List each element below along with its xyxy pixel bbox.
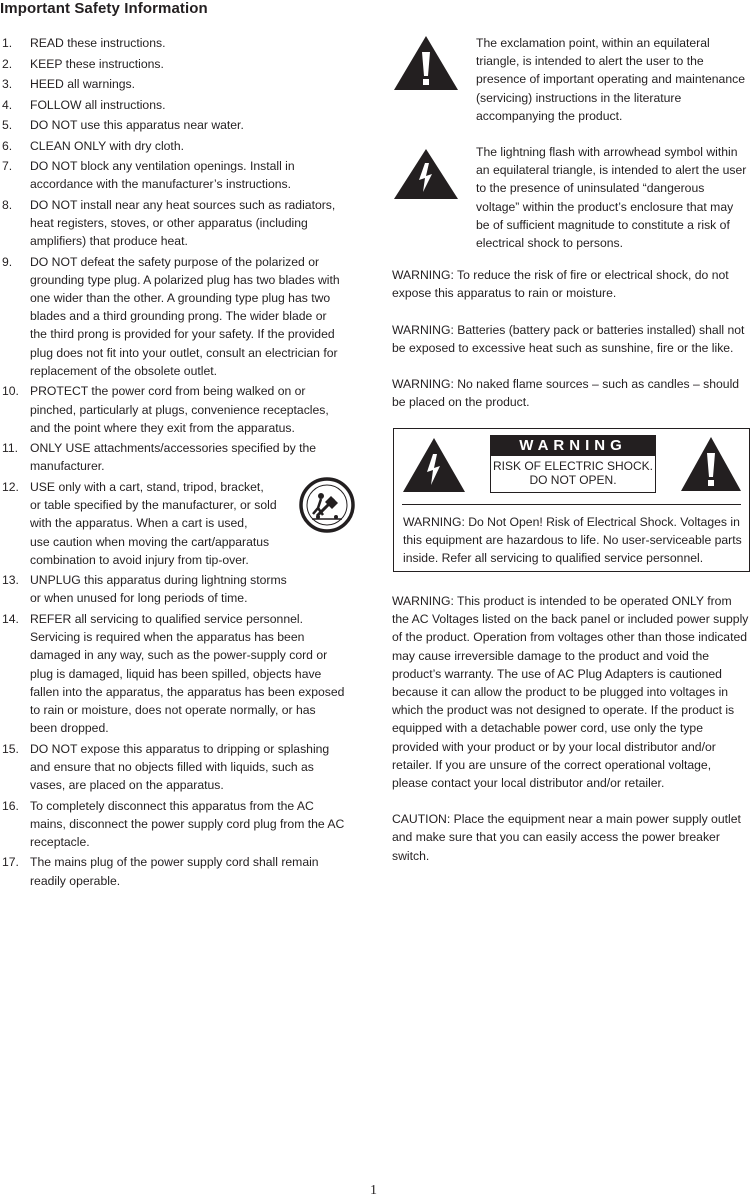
list-item <box>2 740 345 795</box>
list-item <box>2 34 345 52</box>
item-line: or table specified by the manufacturer, or sold <box>30 498 277 513</box>
list-item <box>2 137 345 155</box>
item-line: USE only with a cart, stand, tripod, bracket, <box>30 479 264 494</box>
item-line: combination to avoid injury from tip-over. <box>30 552 249 567</box>
item-number: 14. <box>2 611 19 626</box>
page-title: Important Safety Information <box>0 0 208 17</box>
cart-tip-over-icon <box>298 476 356 534</box>
item-number: 16. <box>2 798 19 813</box>
page-number: 1 <box>370 1183 377 1198</box>
list-item <box>2 75 345 93</box>
warning-label-line-2: DO NOT OPEN. <box>529 473 617 487</box>
item-text: DO NOT defeat the safety purpose of the polarized or grounding type plug. A polarized plug has two blades with one wider than the other. A grounding type plug has two blades and a third grounding prong. The wider blade or the third prong is provided for your safety. If the provided plug does not fit into your outlet, consult an electrician for replacement of the obsolete outlet. <box>30 254 340 378</box>
fire-warning: WARNING: To reduce the risk of fire or electrical shock, do not expose this apparatus to rain or moisture. <box>392 268 729 301</box>
item-text: FOLLOW all instructions. <box>30 97 166 112</box>
item-number: 8. <box>2 197 13 212</box>
item-number: 13. <box>2 573 19 588</box>
item-text: DO NOT expose this apparatus to dripping or splashing and ensure that no objects filled with liquids, such as vases, are placed on the apparatus. <box>30 741 330 793</box>
list-item <box>2 439 345 475</box>
lightning-triangle-icon <box>392 147 460 201</box>
exclamation-triangle-icon <box>679 435 743 493</box>
item-number: 12. <box>2 479 19 494</box>
item-text: ONLY USE attachments/accessories specified by the manufacturer. <box>30 441 317 474</box>
list-item <box>2 853 345 889</box>
list-item <box>2 157 345 193</box>
list-item <box>2 478 345 569</box>
item-number: 1. <box>2 36 13 50</box>
item-text: To completely disconnect this apparatus from the AC mains, disconnect the power supply cord plug from the AC receptacle. <box>30 798 345 849</box>
item-number: 15. <box>2 741 19 756</box>
warning-label <box>490 435 656 493</box>
lightning-symbol-row <box>392 143 750 252</box>
item-text: PROTECT the power cord from being walked on or pinched, particularly at plugs, convenience receptacles, and the point where they exit from the apparatus. <box>30 384 329 435</box>
list-item <box>2 116 345 134</box>
divider <box>402 504 741 505</box>
caution-note: CAUTION: Place the equipment near a main power supply outlet and make sure that you can easily access the power breaker switch. <box>392 812 741 863</box>
voltage-section <box>392 592 750 865</box>
warning-label-heading: WARNING <box>491 436 655 456</box>
list-item <box>2 196 345 251</box>
item-number: 10. <box>2 384 19 399</box>
item-number: 7. <box>2 159 13 173</box>
list-item <box>2 797 345 852</box>
item-text: DO NOT install near any heat sources such as radiators, heat registers, stoves, or other apparatus (including amplifiers) that produce heat. <box>30 197 336 249</box>
item-text: DO NOT block any ventilation openings. Install in accordance with the manufacturer’s instructions. <box>30 159 295 192</box>
item-number: 5. <box>2 118 13 132</box>
item-number: 3. <box>2 77 13 91</box>
item-number: 6. <box>2 138 13 153</box>
item-text: REFER all servicing to qualified service personnel. Servicing is required when the apparatus has been damaged in any way, such as the power-supply cord or plug is damaged, liquid has been spilled, objects have fallen into the apparatus, the apparatus has been exposed to rain or moisture, does not operate normally, or has been dropped. <box>30 611 345 736</box>
voltage-warning: WARNING: This product is intended to be operated ONLY from the AC Voltages listed on the back panel or included power supply of the product. Operation from voltages other than those indicated may cause irreversible damage to the product and void the product’s warranty. The use of AC Plug Adapters is cautioned because it can allow the product to be plugged into voltages in which the product was not designed to operate. If the product is equipped with a detachable power cord, use only the type provided with your product or by your local distributor and/or retailer. If you are unsure of the correct operational voltage, please contact your local distributor and/or retailer. <box>392 594 749 791</box>
item-line: UNPLUG this apparatus during lightning storms <box>30 573 287 588</box>
item-text: KEEP these instructions. <box>30 56 164 71</box>
list-item <box>2 610 345 737</box>
list-item <box>2 55 345 73</box>
item-line: use caution when moving the cart/apparatus <box>30 534 270 549</box>
item-text: HEED all warnings. <box>30 77 135 91</box>
item-number: 17. <box>2 855 19 870</box>
item-text: CLEAN ONLY with dry cloth. <box>30 138 184 153</box>
item-number: 2. <box>2 56 13 71</box>
warning-label-line-1: RISK OF ELECTRIC SHOCK. <box>492 459 654 473</box>
shock-warning-box <box>393 428 750 572</box>
item-text: DO NOT use this apparatus near water. <box>30 118 244 132</box>
exclamation-triangle-icon <box>392 34 460 92</box>
exclamation-description: The exclamation point, within an equilateral triangle, is intended to alert the user to the presence of important operating and maintenance (servicing) instructions in the literature accompanying the product. <box>476 36 745 123</box>
lightning-triangle-icon <box>401 436 467 494</box>
list-item <box>2 571 345 607</box>
item-number: 11. <box>2 441 19 456</box>
list-item <box>2 382 345 437</box>
exclamation-symbol-row <box>392 34 750 125</box>
flame-warning: WARNING: No naked flame sources – such as candles – should be placed on the product. <box>392 377 740 410</box>
list-item <box>2 96 345 114</box>
item-text: The mains plug of the power supply cord shall remain readily operable. <box>30 855 319 888</box>
battery-warning: WARNING: Batteries (battery pack or batteries installed) shall not be exposed to excessive heat such as sunshine, fire or the like. <box>392 322 745 355</box>
item-line: or when unused for long periods of time. <box>30 591 248 606</box>
list-item <box>2 253 345 380</box>
item-text <box>30 571 345 607</box>
item-line: with the apparatus. When a cart is used, <box>30 516 248 531</box>
item-text: READ these instructions. <box>30 36 166 50</box>
lightning-description: The lightning flash with arrowhead symbol within an equilateral triangle, is intended to alert the user to the presence of uninsulated “dangerous voltage” within the product’s enclosure that may be of sufficient magnitude to constitute a risk of electrical shock to persons. <box>476 145 747 251</box>
item-number: 4. <box>2 97 13 112</box>
item-number: 9. <box>2 254 13 269</box>
instruction-list <box>2 34 345 892</box>
warnings-column <box>392 34 750 411</box>
shock-warning-text: WARNING: Do Not Open! Risk of Electrical Shock. Voltages in this equipment are hazardous to life. No user-serviceable parts inside. Refer all servicing to qualified service personnel. <box>403 515 742 566</box>
